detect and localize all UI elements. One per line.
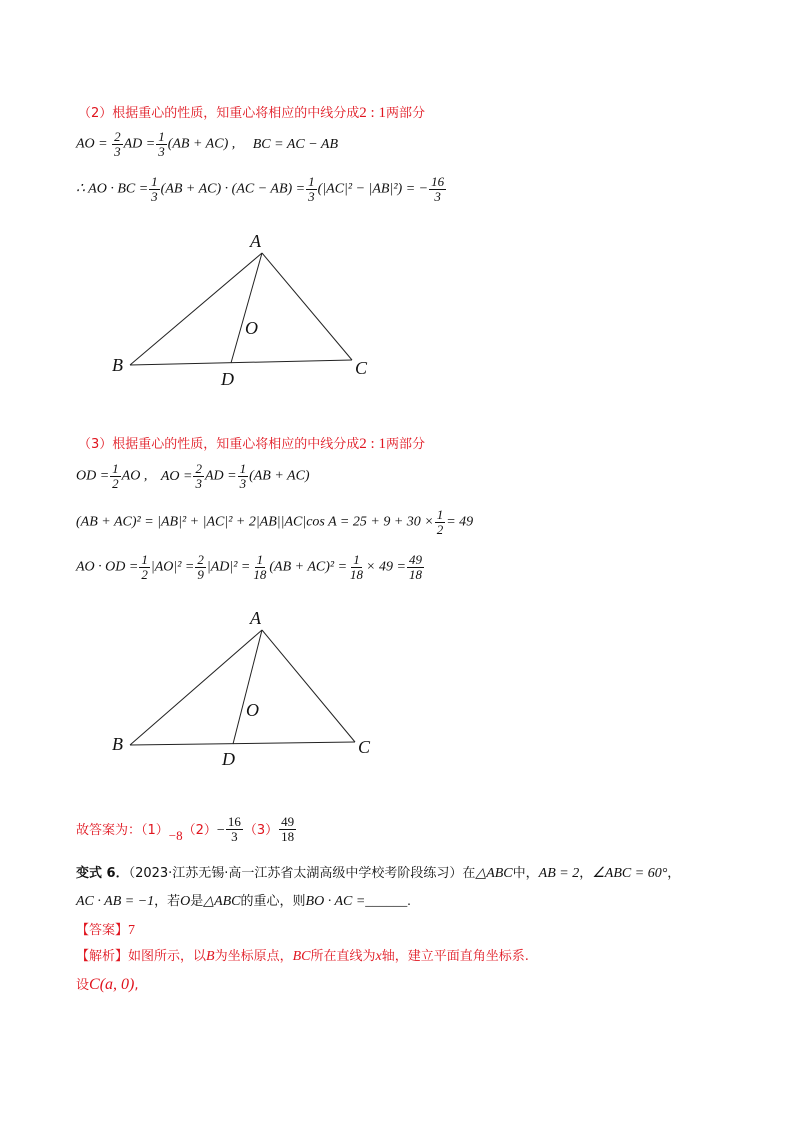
part3-line1: OD = $\frac{1}{2}$ AO , AO = $\frac{2}{3}$ AD = $\frac{1}{3}$ (AB + AC) xyxy=(76,461,310,491)
answer-block: 【答案】7 xyxy=(76,923,136,938)
median-ad xyxy=(231,253,262,363)
label-b: B xyxy=(112,734,123,754)
part3-heading: （3）根据重心的性质，知重心将相应的中线分成2 : 1两部分 xyxy=(78,436,425,452)
label-c: C xyxy=(358,737,371,757)
triangle-figure-2 xyxy=(100,600,400,775)
variant6-line2: AC · AB = −1，若O是△ABC的重心，则BO · AC =______. xyxy=(76,894,411,909)
label-d: D xyxy=(222,749,235,769)
label-d: D xyxy=(221,369,234,389)
label-c: C xyxy=(355,358,368,378)
part2-line2: ∴ AO · BC = $\frac{1}{3}$ (AB + AC) · (AC − AB) = $\frac{1}{3}$ (|AC|² − |AB|²) = − $\frac{16}{3}$ xyxy=(76,174,445,204)
label-o: O xyxy=(245,318,258,338)
part2-heading: （2）根据重心的性质，知重心将相应的中线分成2 : 1两部分 xyxy=(78,105,425,121)
median-ad xyxy=(233,630,262,744)
side-ac xyxy=(262,253,352,360)
side-ab xyxy=(130,630,262,745)
part3-line3: AO · OD = $\frac{1}{2}$ |AO|² = $\frac{2}{9}$ |AD|² = $\frac{1}{18}$ (AB + AC)² = $\frac{1}{18}$ × 49 = $\frac{49}{18}$ xyxy=(76,552,422,582)
side-bc xyxy=(130,360,352,365)
variant6-line1: 变式 6．（2023·江苏无锡·高一江苏省太湖高级中学校考阶段练习）在△ABC中，AB = 2，∠ABC = 60°， xyxy=(76,866,681,881)
label-a: A xyxy=(250,231,261,251)
triangle-figure-1 xyxy=(100,225,400,390)
analysis-block: 【解析】如图所示，以B为坐标原点，BC所在直线为x轴，建立平面直角坐标系. xyxy=(76,949,529,964)
label-a: A xyxy=(250,608,261,628)
label-b: B xyxy=(112,355,123,375)
label-o: O xyxy=(246,700,259,720)
part2-line1: AO = $\frac{2}{3}$ AD = $\frac{1}{3}$ (AB + AC) , BC = AC − AB xyxy=(76,129,339,159)
answer-summary: 故答案为：$(1)_{-8}(2)-$ $\frac{16}{3}$ （3） $\frac{49}{18}$ xyxy=(76,814,295,844)
side-ac xyxy=(262,630,355,742)
part3-line2: (AB + AC)² = |AB|² + |AC|² + 2|AB||AC|cos A = 25 + 9 + 30 × $\frac{1}{2}$ = 49 xyxy=(76,507,474,537)
set-line: 设C(a, 0), xyxy=(76,976,139,993)
side-bc xyxy=(130,742,355,745)
side-ab xyxy=(130,253,262,365)
